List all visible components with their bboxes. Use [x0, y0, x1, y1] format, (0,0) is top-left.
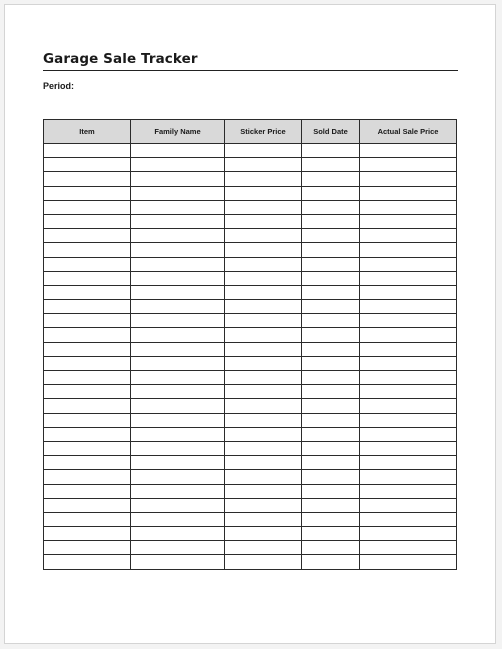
family-name-cell[interactable] [131, 314, 225, 328]
family-name-cell[interactable] [131, 172, 225, 186]
table-row [44, 441, 457, 455]
table-row [44, 470, 457, 484]
sticker-price-cell[interactable] [225, 200, 302, 214]
sold-date-cell[interactable] [302, 427, 360, 441]
column-header-item: Item [44, 120, 131, 144]
column-header-family-name: Family Name [131, 120, 225, 144]
item-cell[interactable] [44, 470, 131, 484]
sticker-price-cell[interactable] [225, 314, 302, 328]
family-name-cell[interactable] [131, 371, 225, 385]
family-name-cell[interactable] [131, 342, 225, 356]
table-row [44, 456, 457, 470]
table-row [44, 356, 457, 370]
sold-date-cell[interactable] [302, 158, 360, 172]
item-cell[interactable] [44, 385, 131, 399]
sold-date-cell[interactable] [302, 512, 360, 526]
actual-sale-price-cell[interactable] [360, 243, 457, 257]
family-name-cell[interactable] [131, 541, 225, 555]
item-cell[interactable] [44, 200, 131, 214]
family-name-cell[interactable] [131, 271, 225, 285]
family-name-cell[interactable] [131, 186, 225, 200]
family-name-cell[interactable] [131, 300, 225, 314]
actual-sale-price-cell[interactable] [360, 229, 457, 243]
table-row [44, 257, 457, 271]
item-cell[interactable] [44, 527, 131, 541]
table-row [44, 541, 457, 555]
sticker-price-cell[interactable] [225, 342, 302, 356]
family-name-cell[interactable] [131, 229, 225, 243]
actual-sale-price-cell[interactable] [360, 371, 457, 385]
sticker-price-cell[interactable] [225, 300, 302, 314]
actual-sale-price-cell[interactable] [360, 158, 457, 172]
sticker-price-cell[interactable] [225, 214, 302, 228]
actual-sale-price-cell[interactable] [360, 144, 457, 158]
sticker-price-cell[interactable] [225, 144, 302, 158]
sticker-price-cell[interactable] [225, 441, 302, 455]
sticker-price-cell[interactable] [225, 498, 302, 512]
family-name-cell[interactable] [131, 144, 225, 158]
sticker-price-cell[interactable] [225, 229, 302, 243]
sold-date-cell[interactable] [302, 498, 360, 512]
actual-sale-price-cell[interactable] [360, 214, 457, 228]
actual-sale-price-cell[interactable] [360, 342, 457, 356]
sticker-price-cell[interactable] [225, 541, 302, 555]
family-name-cell[interactable] [131, 413, 225, 427]
sold-date-cell[interactable] [302, 257, 360, 271]
sold-date-cell[interactable] [302, 385, 360, 399]
table-row [44, 527, 457, 541]
actual-sale-price-cell[interactable] [360, 328, 457, 342]
sold-date-cell[interactable] [302, 314, 360, 328]
sold-date-cell[interactable] [302, 186, 360, 200]
table-row [44, 399, 457, 413]
table-row [44, 555, 457, 569]
document-title: Garage Sale Tracker [43, 51, 198, 67]
sticker-price-cell[interactable] [225, 371, 302, 385]
actual-sale-price-cell[interactable] [360, 541, 457, 555]
table-row [44, 285, 457, 299]
sticker-price-cell[interactable] [225, 512, 302, 526]
family-name-cell[interactable] [131, 470, 225, 484]
family-name-cell[interactable] [131, 441, 225, 455]
sticker-price-cell[interactable] [225, 271, 302, 285]
family-name-cell[interactable] [131, 427, 225, 441]
item-cell[interactable] [44, 229, 131, 243]
sold-date-cell[interactable] [302, 200, 360, 214]
actual-sale-price-cell[interactable] [360, 271, 457, 285]
sold-date-cell[interactable] [302, 399, 360, 413]
table-row [44, 371, 457, 385]
table-row [44, 144, 457, 158]
actual-sale-price-cell[interactable] [360, 200, 457, 214]
item-cell[interactable] [44, 214, 131, 228]
sold-date-cell[interactable] [302, 300, 360, 314]
item-cell[interactable] [44, 512, 131, 526]
table-row [44, 314, 457, 328]
family-name-cell[interactable] [131, 484, 225, 498]
column-header-sticker-price: Sticker Price [225, 120, 302, 144]
item-cell[interactable] [44, 158, 131, 172]
sticker-price-cell[interactable] [225, 427, 302, 441]
family-name-cell[interactable] [131, 158, 225, 172]
sold-date-cell[interactable] [302, 243, 360, 257]
item-cell[interactable] [44, 144, 131, 158]
item-cell[interactable] [44, 555, 131, 569]
item-cell[interactable] [44, 456, 131, 470]
column-header-actual-sale-price: Actual Sale Price [360, 120, 457, 144]
sold-date-cell[interactable] [302, 229, 360, 243]
family-name-cell[interactable] [131, 243, 225, 257]
document-page [4, 4, 496, 644]
actual-sale-price-cell[interactable] [360, 172, 457, 186]
family-name-cell[interactable] [131, 456, 225, 470]
actual-sale-price-cell[interactable] [360, 285, 457, 299]
actual-sale-price-cell[interactable] [360, 413, 457, 427]
family-name-cell[interactable] [131, 527, 225, 541]
family-name-cell[interactable] [131, 498, 225, 512]
family-name-cell[interactable] [131, 200, 225, 214]
sold-date-cell[interactable] [302, 285, 360, 299]
item-cell[interactable] [44, 172, 131, 186]
sold-date-cell[interactable] [302, 470, 360, 484]
actual-sale-price-cell[interactable] [360, 399, 457, 413]
sticker-price-cell[interactable] [225, 186, 302, 200]
item-cell[interactable] [44, 413, 131, 427]
family-name-cell[interactable] [131, 328, 225, 342]
actual-sale-price-cell[interactable] [360, 512, 457, 526]
sold-date-cell[interactable] [302, 271, 360, 285]
table-row [44, 427, 457, 441]
table-row [44, 214, 457, 228]
family-name-cell[interactable] [131, 214, 225, 228]
table-row [44, 243, 457, 257]
sold-date-cell[interactable] [302, 328, 360, 342]
table-row [44, 271, 457, 285]
actual-sale-price-cell[interactable] [360, 555, 457, 569]
sticker-price-cell[interactable] [225, 328, 302, 342]
table-row [44, 186, 457, 200]
sold-date-cell[interactable] [302, 441, 360, 455]
sticker-price-cell[interactable] [225, 257, 302, 271]
actual-sale-price-cell[interactable] [360, 470, 457, 484]
actual-sale-price-cell[interactable] [360, 385, 457, 399]
sold-date-cell[interactable] [302, 144, 360, 158]
table-row [44, 172, 457, 186]
sold-date-cell[interactable] [302, 527, 360, 541]
item-cell[interactable] [44, 399, 131, 413]
item-cell[interactable] [44, 243, 131, 257]
item-cell[interactable] [44, 484, 131, 498]
family-name-cell[interactable] [131, 285, 225, 299]
table-header-row [44, 120, 457, 144]
sold-date-cell[interactable] [302, 413, 360, 427]
table-row [44, 342, 457, 356]
sticker-price-cell[interactable] [225, 243, 302, 257]
column-header-sold-date: Sold Date [302, 120, 360, 144]
table-body [44, 144, 457, 570]
sticker-price-cell[interactable] [225, 456, 302, 470]
table-row [44, 300, 457, 314]
item-cell[interactable] [44, 186, 131, 200]
sticker-price-cell[interactable] [225, 356, 302, 370]
item-cell[interactable] [44, 300, 131, 314]
sticker-price-cell[interactable] [225, 285, 302, 299]
table-row [44, 385, 457, 399]
actual-sale-price-cell[interactable] [360, 427, 457, 441]
sold-date-cell[interactable] [302, 555, 360, 569]
item-cell[interactable] [44, 498, 131, 512]
sticker-price-cell[interactable] [225, 484, 302, 498]
actual-sale-price-cell[interactable] [360, 441, 457, 455]
family-name-cell[interactable] [131, 356, 225, 370]
actual-sale-price-cell[interactable] [360, 186, 457, 200]
item-cell[interactable] [44, 541, 131, 555]
sold-date-cell[interactable] [302, 342, 360, 356]
sold-date-cell[interactable] [302, 214, 360, 228]
item-cell[interactable] [44, 271, 131, 285]
sticker-price-cell[interactable] [225, 385, 302, 399]
actual-sale-price-cell[interactable] [360, 456, 457, 470]
sticker-price-cell[interactable] [225, 158, 302, 172]
family-name-cell[interactable] [131, 399, 225, 413]
sold-date-cell[interactable] [302, 356, 360, 370]
table-row [44, 200, 457, 214]
actual-sale-price-cell[interactable] [360, 484, 457, 498]
item-cell[interactable] [44, 328, 131, 342]
family-name-cell[interactable] [131, 555, 225, 569]
table-row [44, 328, 457, 342]
sticker-price-cell[interactable] [225, 527, 302, 541]
period-label: Period: [43, 81, 75, 91]
sticker-price-cell[interactable] [225, 172, 302, 186]
family-name-cell[interactable] [131, 257, 225, 271]
actual-sale-price-cell[interactable] [360, 300, 457, 314]
sold-date-cell[interactable] [302, 456, 360, 470]
table-row [44, 413, 457, 427]
family-name-cell[interactable] [131, 512, 225, 526]
item-cell[interactable] [44, 427, 131, 441]
sticker-price-cell[interactable] [225, 555, 302, 569]
tracker-table [43, 119, 457, 570]
item-cell[interactable] [44, 441, 131, 455]
sold-date-cell[interactable] [302, 541, 360, 555]
table-row [44, 484, 457, 498]
title-underline [43, 70, 458, 71]
sold-date-cell[interactable] [302, 484, 360, 498]
item-cell[interactable] [44, 314, 131, 328]
actual-sale-price-cell[interactable] [360, 356, 457, 370]
table-row [44, 512, 457, 526]
sticker-price-cell[interactable] [225, 413, 302, 427]
item-cell[interactable] [44, 285, 131, 299]
sticker-price-cell[interactable] [225, 470, 302, 484]
item-cell[interactable] [44, 371, 131, 385]
actual-sale-price-cell[interactable] [360, 314, 457, 328]
sold-date-cell[interactable] [302, 172, 360, 186]
item-cell[interactable] [44, 257, 131, 271]
table-row [44, 229, 457, 243]
item-cell[interactable] [44, 342, 131, 356]
item-cell[interactable] [44, 356, 131, 370]
table-row [44, 498, 457, 512]
table-row [44, 158, 457, 172]
actual-sale-price-cell[interactable] [360, 527, 457, 541]
actual-sale-price-cell[interactable] [360, 498, 457, 512]
sold-date-cell[interactable] [302, 371, 360, 385]
family-name-cell[interactable] [131, 385, 225, 399]
sticker-price-cell[interactable] [225, 399, 302, 413]
actual-sale-price-cell[interactable] [360, 257, 457, 271]
